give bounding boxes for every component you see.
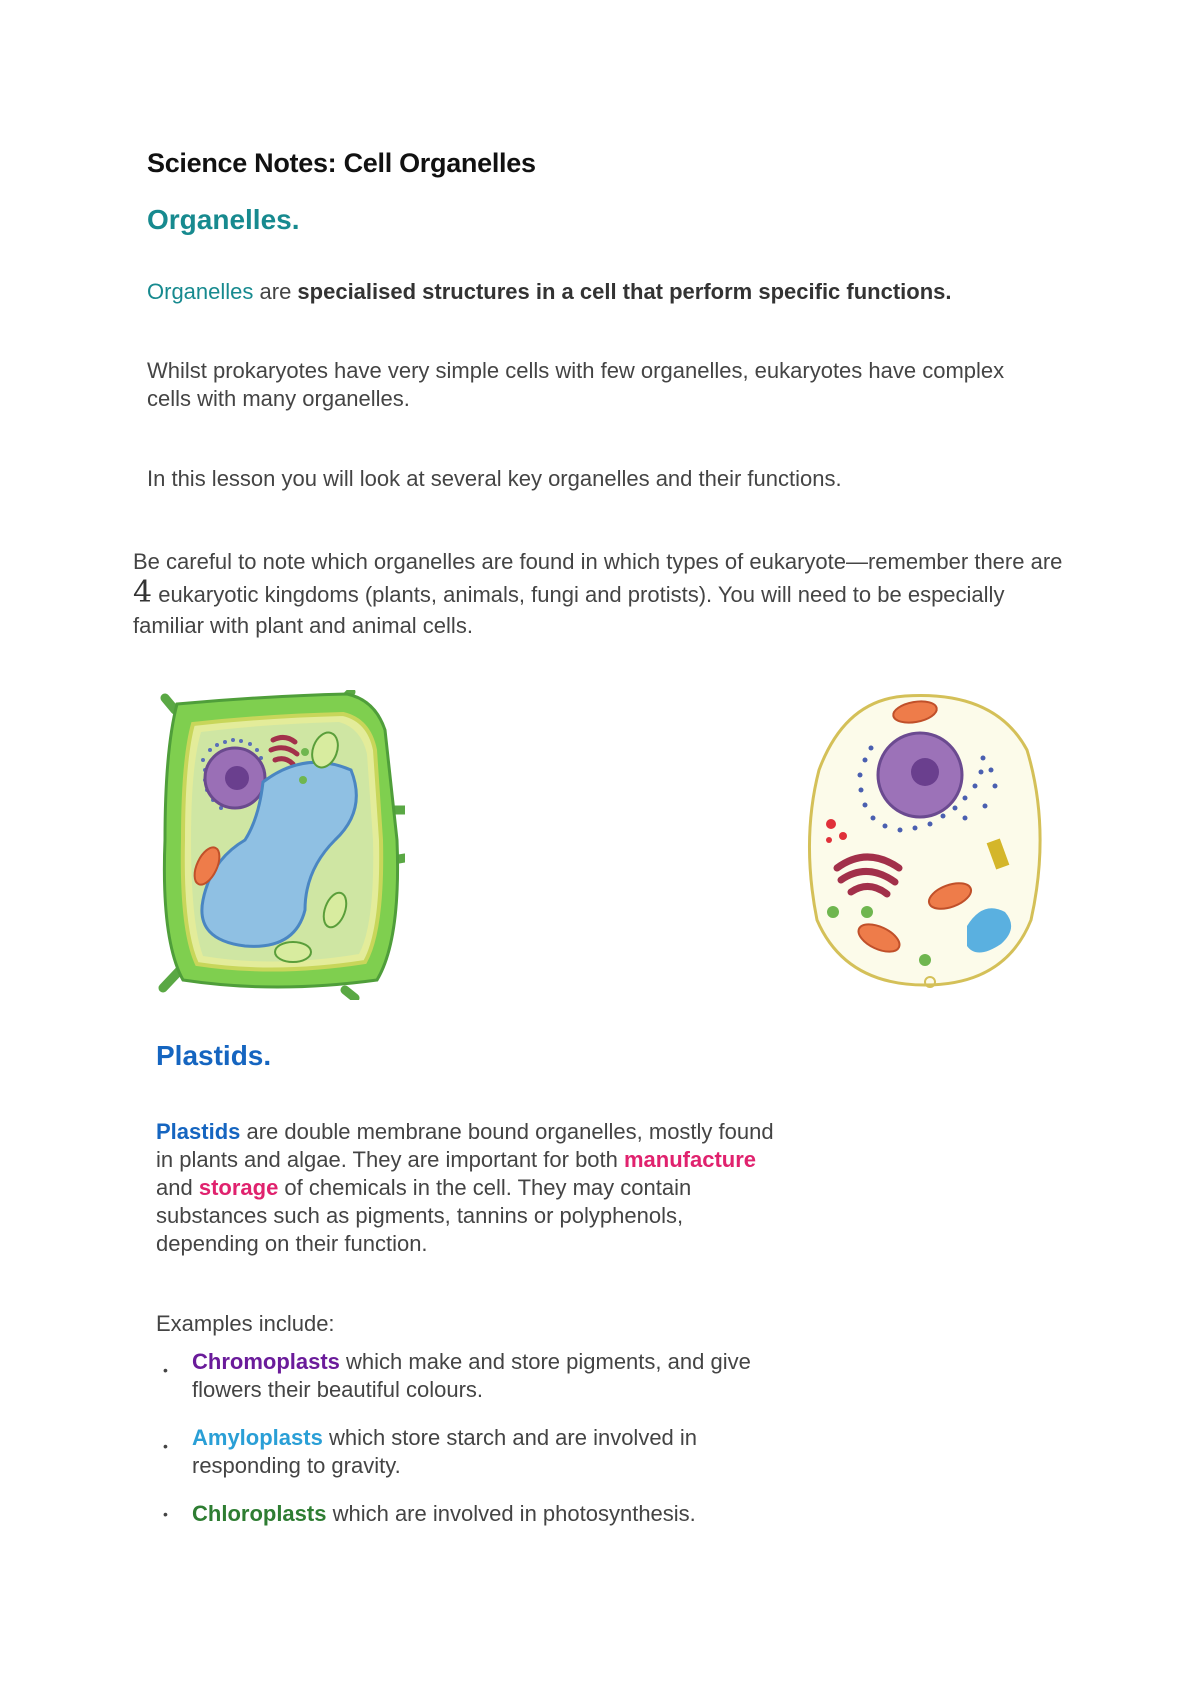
plant-cell-diagram bbox=[155, 690, 405, 1000]
bullet-icon: • bbox=[163, 1362, 168, 1378]
paragraph-lesson: In this lesson you will look at several key organelles and their functions. bbox=[147, 466, 842, 491]
definition-connector: are bbox=[253, 279, 298, 304]
plastids-paragraph bbox=[156, 1118, 786, 1258]
list-item-chromoplasts bbox=[160, 1348, 800, 1404]
term-manufacture: manufacture bbox=[624, 1147, 757, 1172]
definition-bold: specialised structures in a cell that perform specific functions. bbox=[297, 279, 952, 304]
chloroplasts-text: which are involved in photosynthesis. bbox=[326, 1501, 696, 1526]
examples-intro: Examples include: bbox=[156, 1311, 335, 1336]
plastids-text-and: and bbox=[156, 1175, 199, 1200]
bullet-icon: • bbox=[163, 1506, 168, 1522]
animal-cell-diagram bbox=[805, 690, 1055, 995]
list-item-chloroplasts bbox=[160, 1500, 800, 1528]
list-item-amyloplasts bbox=[160, 1424, 800, 1480]
plastids-text-b: of chemicals in the cell. They may contain substances such as pigments, tannins or polyphenols, depending on their function. bbox=[156, 1175, 692, 1256]
term-chloroplasts: Chloroplasts bbox=[192, 1501, 327, 1526]
plastids-text-a: are double membrane bound organelles, mostly found in plants and algae. They are important for both bbox=[156, 1119, 774, 1172]
paragraph-prokaryotes: Whilst prokaryotes have very simple cells with few organelles, eukaryotes have complex cells with many organelles. bbox=[147, 358, 1005, 411]
term-plastids: Plastids bbox=[156, 1119, 241, 1144]
bullet-icon: • bbox=[163, 1438, 168, 1454]
term-storage: storage bbox=[198, 1175, 279, 1200]
term-chromoplasts: Chromoplasts bbox=[192, 1349, 340, 1374]
plastid-examples-list bbox=[160, 1348, 800, 1528]
chromoplasts-text: which make and store pigments, and give flowers their beautiful colours. bbox=[192, 1349, 751, 1402]
kingdom-count: 4 bbox=[133, 575, 153, 610]
paragraph-kingdoms bbox=[133, 546, 1078, 641]
document-title: Science Notes: Cell Organelles bbox=[147, 148, 536, 178]
kingdoms-text-b: eukaryotic kingdoms (plants, animals, fungi and protists). You will need to be especially familiar with plant and animal cells. bbox=[133, 582, 1005, 638]
organelles-definition bbox=[147, 278, 1067, 306]
term-organelles: Organelles bbox=[147, 279, 254, 304]
amyloplasts-text: which store starch and are involved in responding to gravity. bbox=[192, 1425, 698, 1478]
section-heading-plastids: Plastids. bbox=[156, 1040, 272, 1071]
kingdoms-text-a: Be careful to note which organelles are found in which types of eukaryote—remember there are bbox=[133, 549, 1063, 574]
term-amyloplasts: Amyloplasts bbox=[192, 1425, 323, 1450]
section-heading-organelles: Organelles. bbox=[147, 204, 300, 235]
